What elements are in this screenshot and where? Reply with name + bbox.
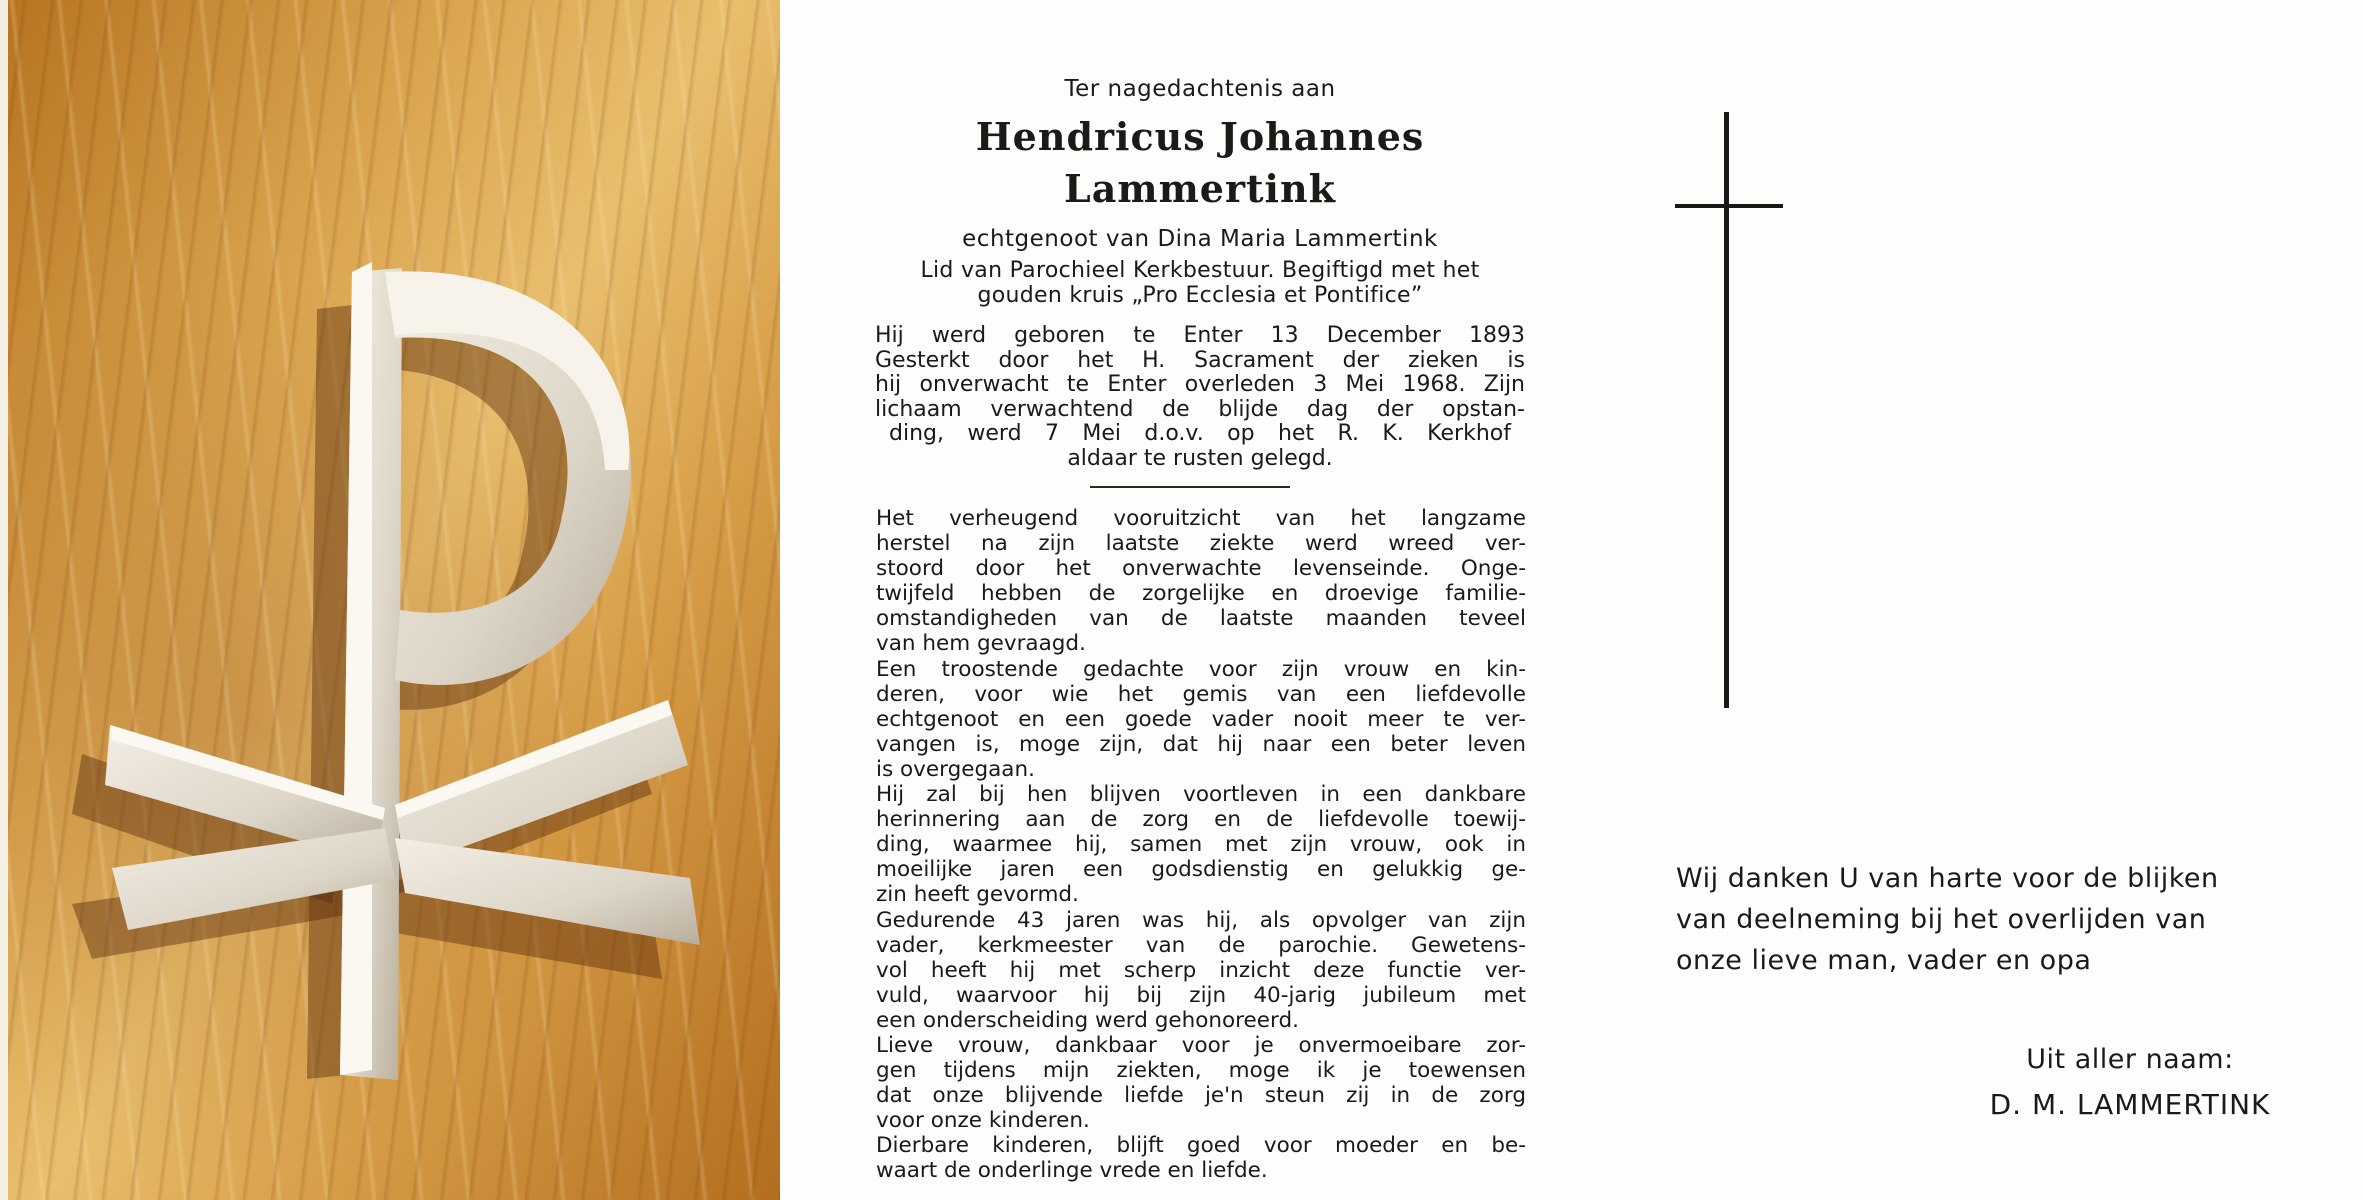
divider-rule	[1090, 486, 1290, 488]
reflection-line: een onderscheiding werd gehonoreerd.	[876, 1007, 1299, 1033]
reflection-line: gen tijdens mijn ziekten, moge ik je toewensen	[876, 1058, 1526, 1084]
reflection-line: stoord door het onverwachte levenseinde. Onge-	[876, 556, 1526, 582]
reflection-line: vuld, waarvoor hij bij zijn 40-jarig jubileum met	[876, 982, 1526, 1008]
reflection-line: Hij zal bij hen blijven voortleven in een dankbare	[876, 782, 1526, 808]
reflection-line: twijfeld hebben de zorgelijke en droevige familie-	[876, 581, 1526, 607]
reflection-line: vol heeft hij met scherp inzicht deze functie ver-	[876, 957, 1526, 983]
spouse-line: echtgenoot van Dina Maria Lammertink	[962, 226, 1438, 252]
reflection-line: Gedurende 43 jaren was hij, als opvolger van zijn	[876, 907, 1526, 933]
bio-line: Hij werd geboren te Enter 13 December 1893	[875, 323, 1525, 348]
intro-line: Ter nagedachtenis aan	[1064, 76, 1336, 102]
function-block	[875, 258, 1525, 308]
reflection-line: herinnering aan de zorg en de liefdevolle toewij-	[876, 807, 1526, 833]
thanks-message	[1676, 858, 2296, 981]
reflection-line: moeilijke jaren een godsdienstig en gelukkig ge-	[876, 857, 1526, 883]
thanks-line: Wij danken U van harte voor de blijken	[1676, 863, 2219, 894]
reflection-line: echtgenoot en een goede vader nooit meer te ver-	[876, 706, 1526, 732]
bio-line: Gesterkt door het H. Sacrament der zieken is	[875, 347, 1525, 373]
reflection-line: voor onze kinderen.	[876, 1108, 1090, 1134]
biography-block	[875, 324, 1525, 472]
function-line: Lid van Parochieel Kerkbestuur. Begiftigd met het	[920, 258, 1480, 283]
reflection-line: waart de onderlinge vrede en liefde.	[876, 1158, 1268, 1184]
reflection-text	[876, 506, 1526, 1184]
reflection-line: dat onze blijvende liefde je'n steun zij in de zorg	[876, 1083, 1526, 1109]
reflection-line: ding, waarmee hij, samen met zijn vrouw, ook in	[876, 832, 1526, 858]
reflection-line: zin heeft gevormd.	[876, 882, 1079, 908]
signature-intro: Uit aller naam:	[2026, 1044, 2234, 1075]
reflection-line: Een troostende gedachte voor zijn vrouw en kin-	[876, 656, 1526, 682]
reflection-line: Lieve vrouw, dankbaar voor je onvermoeibare zor-	[876, 1032, 1526, 1058]
deceased-name-last: Lammertink	[1064, 166, 1336, 211]
memorial-text-panel	[780, 0, 1620, 1200]
reflection-line: is overgegaan.	[876, 756, 1035, 782]
bio-line: ding, werd 7 Mei d.o.v. op het R. K. Kerkhof	[889, 421, 1511, 447]
bio-line: aldaar te rusten gelegd.	[1067, 445, 1333, 471]
reflection-line: omstandigheden van de laatste maanden teveel	[876, 606, 1526, 632]
chi-rho-icon	[0, 0, 780, 1200]
cross-horizontal-bar	[1675, 204, 1783, 208]
reflection-line: deren, voor wie het gemis van een liefdevolle	[876, 681, 1526, 707]
bio-line: lichaam verwachtend de blijde dag der opstan-	[875, 396, 1525, 422]
signature-name: D. M. LAMMERTINK	[1989, 1088, 2271, 1121]
reflection-line: vader, kerkmeester van de parochie. Gewetens-	[876, 932, 1526, 958]
reflection-line: vangen is, moge zijn, dat hij naar een beter leven	[876, 731, 1526, 757]
bio-line: hij onverwacht te Enter overleden 3 Mei 1968. Zijn	[875, 372, 1525, 398]
thanks-line: onze lieve man, vader en opa	[1676, 945, 2092, 976]
function-line: gouden kruis „Pro Ecclesia et Pontifice”	[977, 283, 1423, 308]
cross-vertical-bar	[1724, 112, 1729, 708]
thanks-line: van deelneming bij het overlijden van	[1676, 904, 2207, 935]
deceased-name-first: Hendricus Johannes	[975, 114, 1425, 159]
reflection-line: Het verheugend vooruitzicht van het langzame	[876, 506, 1526, 531]
reflection-line: herstel na zijn laatste ziekte werd wreed ver-	[876, 531, 1526, 557]
reflection-line: Dierbare kinderen, blijft goed voor moeder en be-	[876, 1133, 1526, 1159]
chi-rho-photo	[0, 0, 780, 1200]
reflection-line: van hem gevraagd.	[876, 631, 1086, 657]
thanks-panel	[1620, 0, 2363, 1200]
